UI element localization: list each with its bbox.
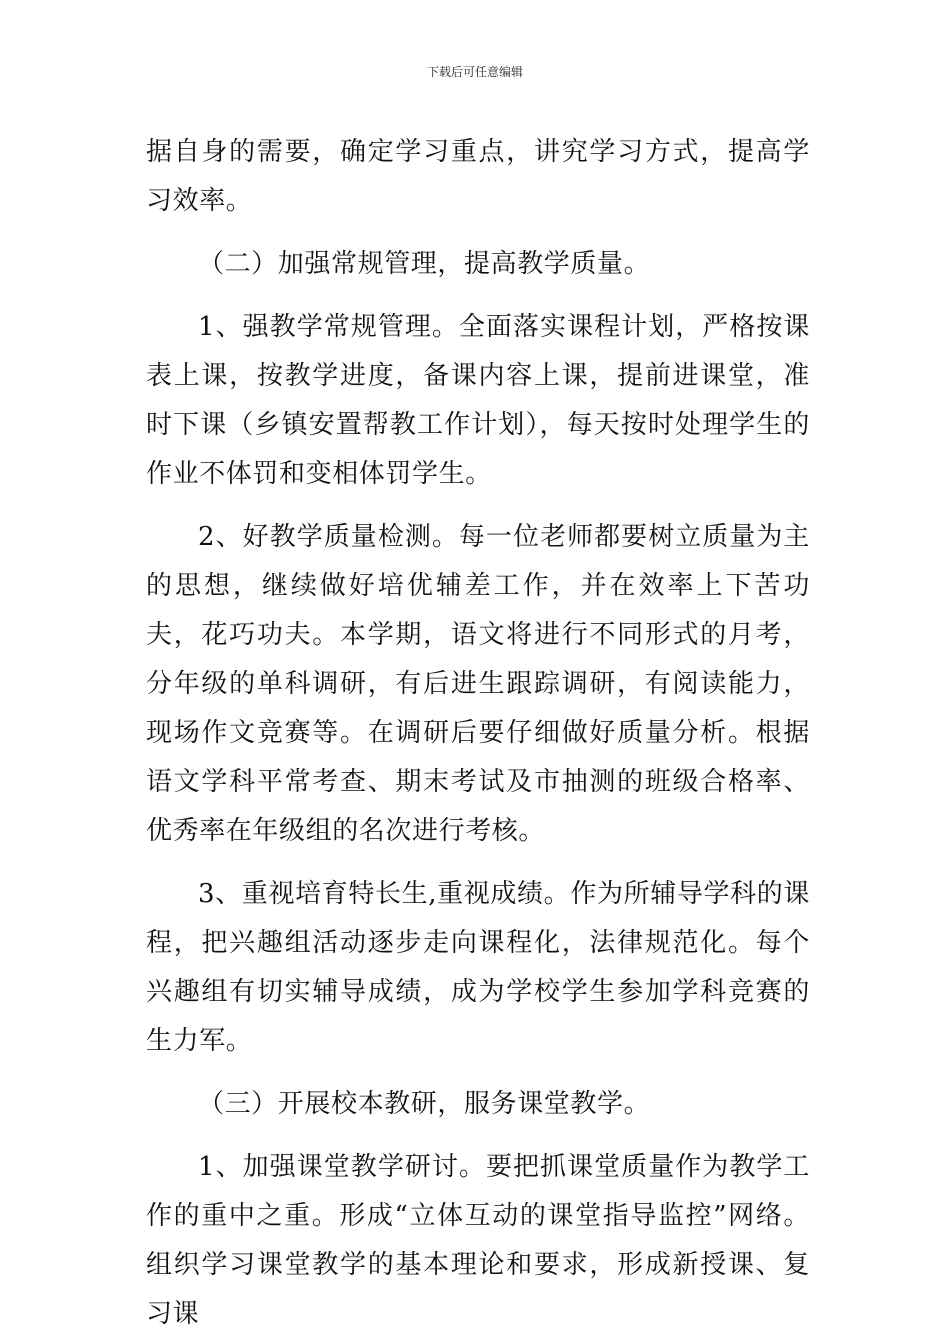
page-header: 下载后可任意编辑 — [426, 65, 523, 79]
section-heading-3: （三）开展校本教研，服务课堂教学。 — [198, 1089, 651, 1119]
section-heading-2: （二）加强常规管理，提高教学质量。 — [198, 249, 651, 279]
paragraph-continued: 据自身的需要，确定学习重点，讲究学习方式，提高学习效率。 — [146, 137, 810, 216]
paragraph-item-1: 1、强教学常规管理。全面落实课程计划，严格按课表上课，按教学进度，备课内容上课，提前进课堂，准时下课（乡镇安置帮教工作计划），每天按时处理学生的作业不体罚和变相体罚学生。 — [146, 312, 810, 489]
paragraph-item-3: 3、重视培育特长生,重视成绩。作为所辅导学科的课程，把兴趣组活动逐步走向课程化，法律规范化。每个兴趣组有切实辅导成绩，成为学校学生参加学科竞赛的生力军。 — [146, 879, 810, 1056]
paragraph-item-4: 1、加强课堂教学研讨。要把抓课堂质量作为教学工作的重中之重。形成“立体互动的课堂指导监控”网络。组织学习课堂教学的基本理论和要求，形成新授课、复习课 — [146, 1152, 810, 1329]
paragraph-item-2: 2、好教学质量检测。每一位老师都要树立质量为主的思想，继续做好培优辅差工作，并在效率上下苦功夫，花巧功夫。本学期，语文将进行不同形式的月考，分年级的单科调研，有后进生跟踪调研，有阅读能力，现场作文竞赛等。在调研后要仔细做好质量分析。根据语文学科平常考查、期末考试及市抽测的班级合格率、优秀率在年级组的名次进行考核。 — [146, 522, 810, 846]
document-body — [146, 128, 810, 1339]
